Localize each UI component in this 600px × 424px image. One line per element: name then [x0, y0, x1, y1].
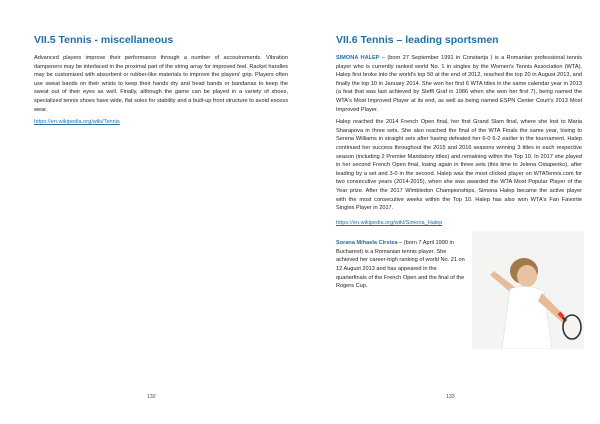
cintea-section	[336, 239, 582, 354]
halep-paragraph-2: Halep reached the 2014 French Open final, her first Grand Slam final, where she lost to Maria Sharapova in three sets. She also reached the final of the WTA Finals the same year, losing to Serena Williams in straight sets after having defeated her 6-0 6-2 earlier in the tournament. Halep continued her success throughout the 2015 and 2016 seasons winning 3 titles in each respective season (including 2 Premier Mandatory titles) and remaining within the Top 10. In 2017 she played in her second French Open final, losing again in three sets (this time to Jelena Ostapenko), after leading by a set and 3-0 in the second. Halep was the most clicked player on WTATennis.com for two consecutive years (2014-2015), when she was awarded the WTA Most Popular Player of the Year prize. After the 2017 Wimbledon Championships, Simona Halep became the active player with the most consecutive weeks within the Top 10. Halep has also won WTA's Fan Favorite Singles Player in 2017.	[336, 119, 582, 212]
tennis-player-illustration	[472, 231, 584, 349]
miscellaneous-paragraph: Advanced players improve their performance through a number of accoutrements. Vibration dampeners may be interlaced in the proximal part of the string array for improved feel. Racket handles may be customized with absorbent or rubber-like materials to improve the players' grip. Players often use sweat bands on their wrists to keep their hands dry and head bands or bandanas to keep the sweat out of their eyes as well. Finally, although the game can be played in a variety of shoes, specialized tennis shoes have wide, flat soles for stability and a built-up front structure to avoid excess wear.	[34, 55, 288, 113]
halep-paragraph-1: SIMONA HALEP – (born 27 September 1991 in Constanța ) is a Romanian professional tennis player who is currently ranked world No. 1 in singles by the Women's Tennis Association (WTA). Halep first broke into the world's top 50 at the end of 2012, reached the top 20 in August 2013, and finally the top 10 in January 2014. She won her first 6 WTA titles in the same calendar year in 2013 (a feat that was last achieved by Steffi Graf in 1986 when she won her first 7), being named the WTA's Most Improved Player at its end, as well as being named ESPN Center Court's 2013 Most Improved Player.	[336, 55, 582, 113]
cintea-name: Sorana Mihaela Cîrstea	[336, 240, 398, 247]
cintea-paragraph: Sorana Mihaela Cîrstea – (born 7 April 1990 in Bucharest) is a Romanian tennis player. She achieved her career-high ranking of world No. 21 on 12 August 2013 and has appeared in the quarterfinals of the French Open and the final of the Rogers Cup.	[336, 240, 465, 290]
page-number-left: 132	[147, 394, 156, 400]
right-page	[300, 0, 600, 424]
tennis-wiki-link[interactable]: https://en.wikipedia.org/wiki/Tennis	[34, 119, 120, 126]
tennis-player-photo	[472, 231, 584, 349]
halep-name: SIMONA HALEP	[336, 55, 380, 61]
section-heading-sportsmen: VII.6 Tennis – leading sportsmen	[336, 34, 499, 46]
page-number-right: 133	[446, 394, 455, 400]
halep-wiki-link[interactable]: https://en.wikipedia.org/wiki/Simona_Halep	[336, 219, 443, 226]
section-heading-miscellaneous: VII.5 Tennis - miscellaneous	[34, 34, 174, 46]
